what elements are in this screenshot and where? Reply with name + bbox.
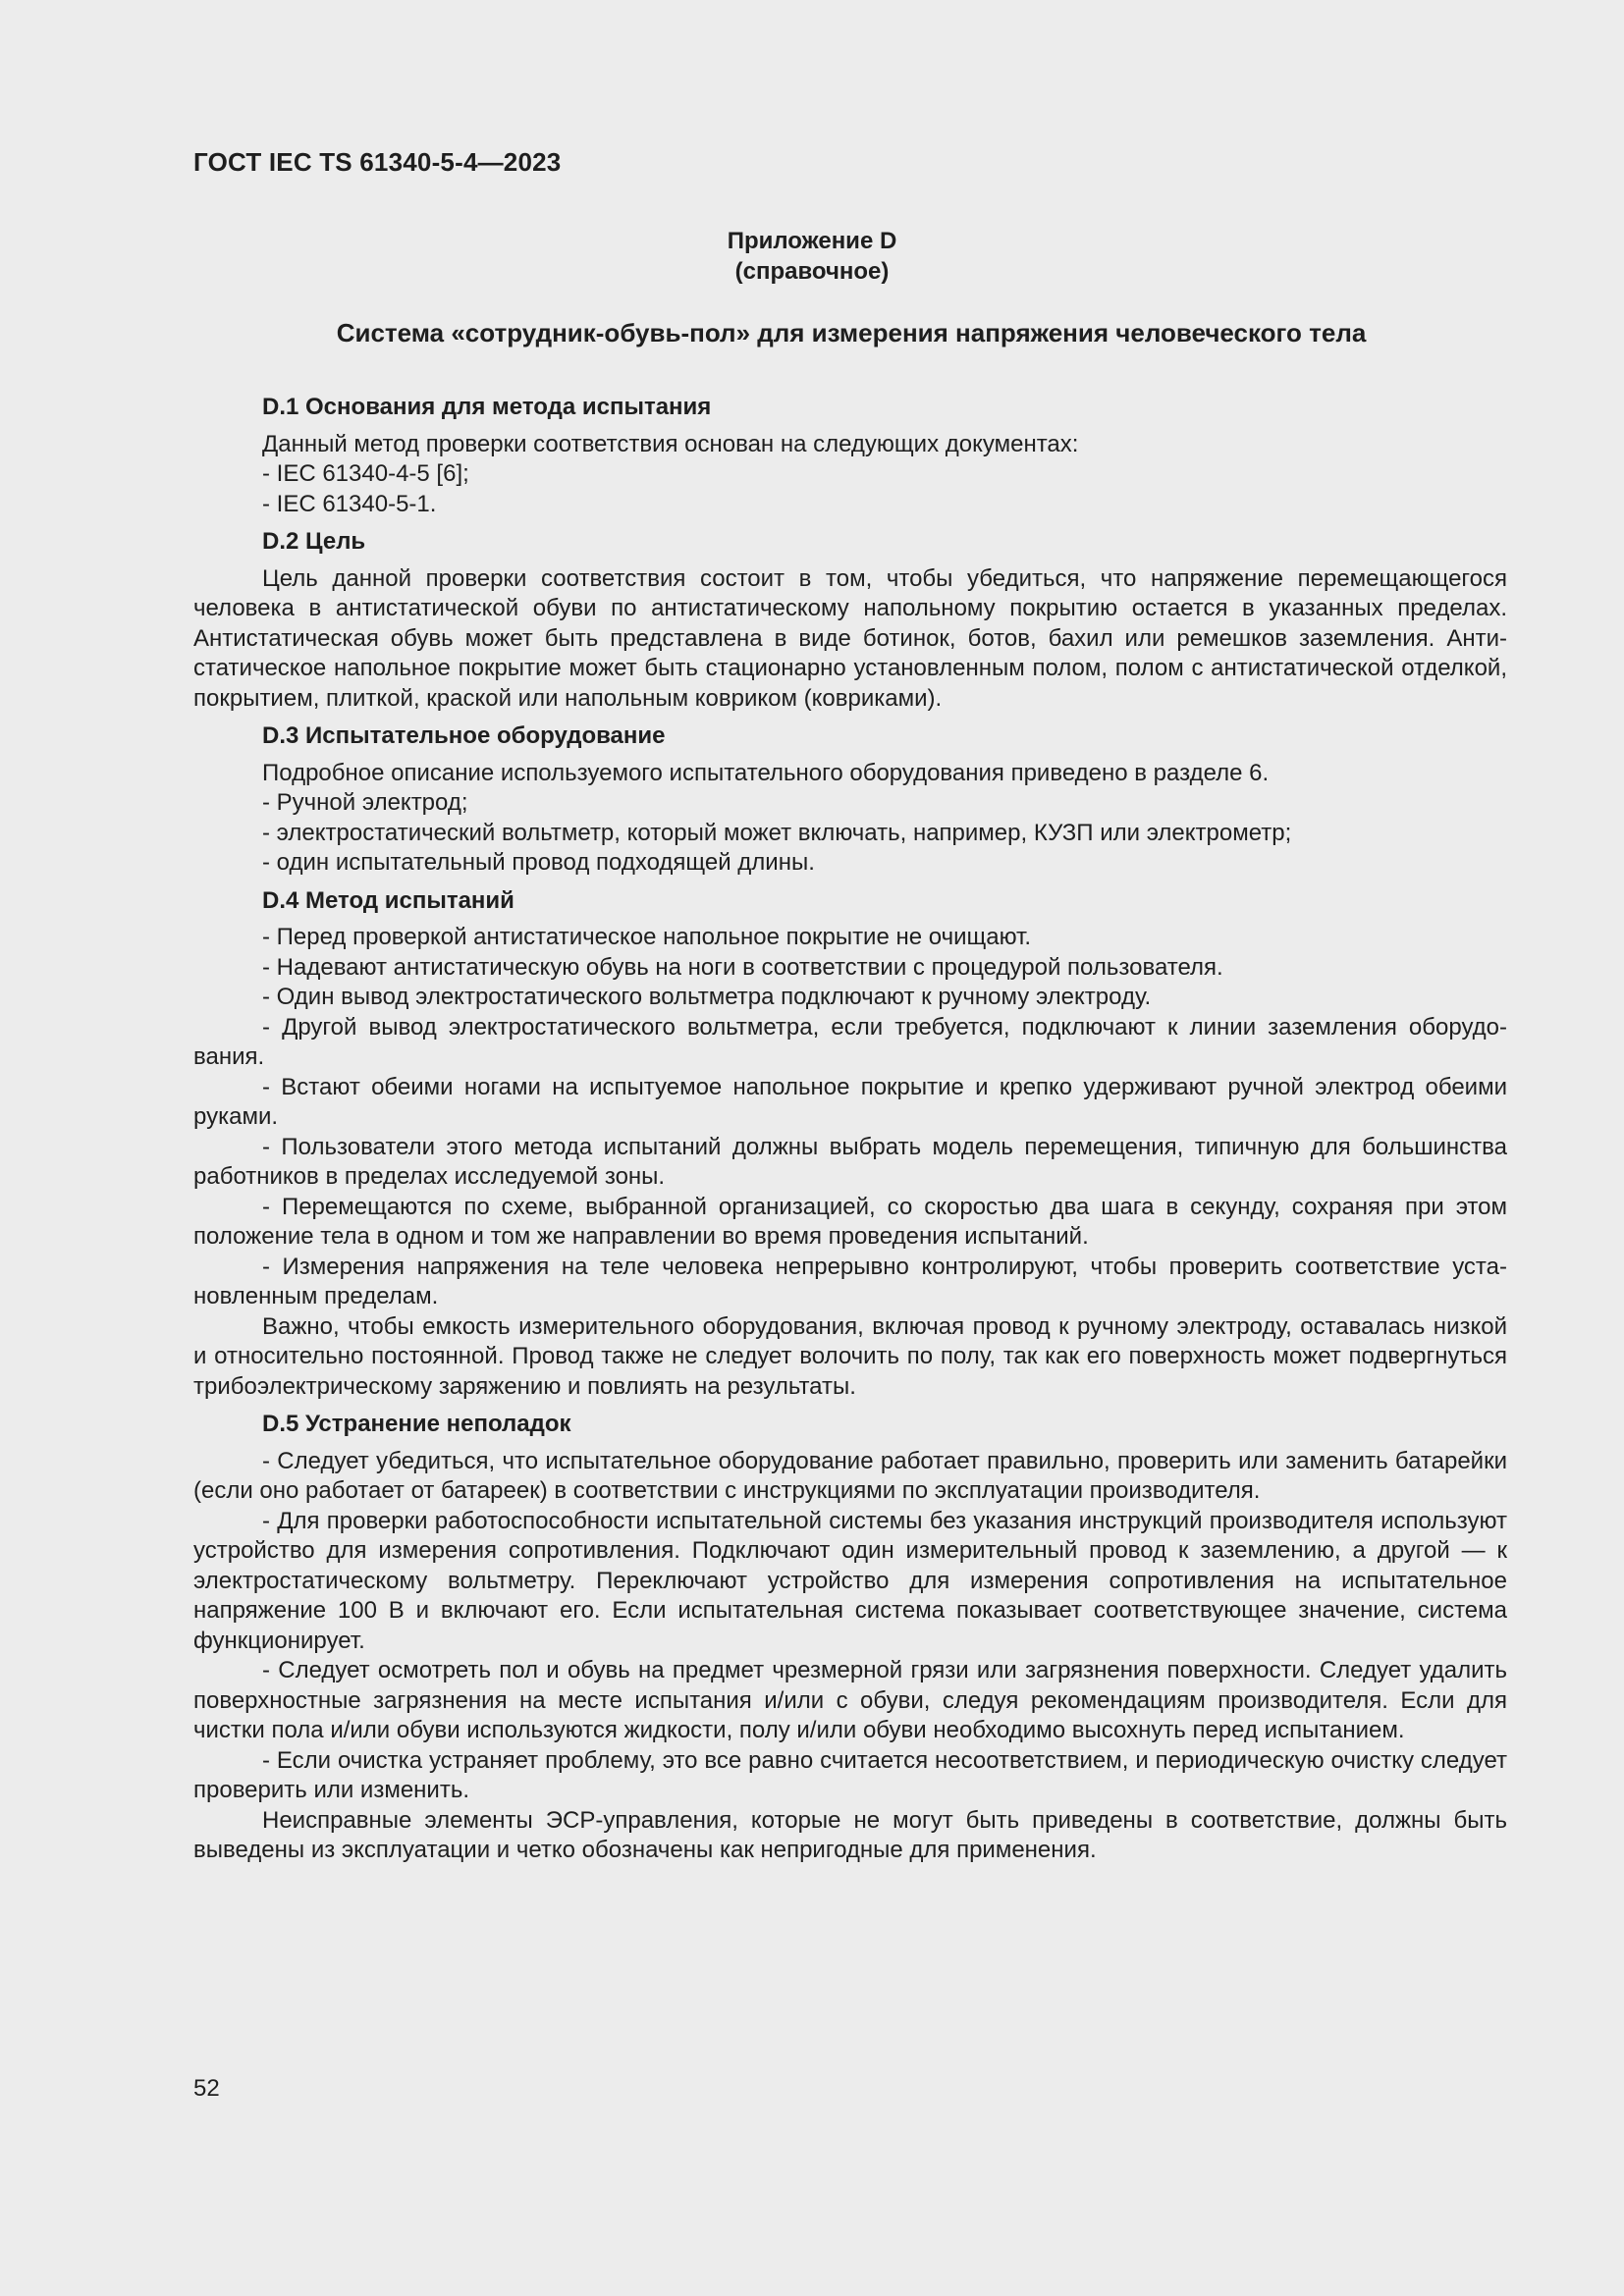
list-item: - Измерения напряжения на теле человека непрерывно контролируют, чтобы проверить соответствие установленным пределам. — [193, 1253, 1507, 1309]
appendix-label: Приложение D — [727, 228, 897, 254]
list-item: - Другой вывод электростатического вольтметра, если требуется, подключают к линии заземления оборудования. — [193, 1013, 1507, 1070]
list-item: - Следует осмотреть пол и обувь на предмет чрезмерной грязи или загрязнения поверхности. Следует удалить поверхностные загрязнения на месте испытания и/или с обуви, следуя рекомендациям производителя. Если для чистки пола и/или обуви используются жидкости, полу и/или обуви необходимо высохнуть перед испытанием. — [193, 1657, 1507, 1743]
document-code-header: ГОСТ IEC TS 61340-5-4—2023 — [193, 147, 562, 177]
section-heading: D.2 Цель — [262, 528, 366, 555]
paragraph: Важно, чтобы емкость измерительного оборудования, включая провод к ручному электроду, оставалась низкой и относительно постоянной. Провод также не следует волочить по полу, так как его поверхность может подвергнуться трибоэлектрическому заряжению и повлиять на результаты. — [193, 1312, 1507, 1400]
section-d4 — [193, 886, 1507, 1403]
appendix-label-block — [0, 226, 1624, 287]
section-intro: Данный метод проверки соответствия основан на следующих документах: — [262, 430, 1079, 457]
list-item: - Для проверки работоспособности испытательной системы без указания инструкций производителя используют устройство для измерения сопротивления. Подключают один измерительный провод к заземлению, а другой — к электростатическому вольтметру. Переключают устройство для измерения сопротивления на испытательное напряжение 100 В и включают его. Если испытательная система показывает соответствующее значение, система функционирует. — [193, 1507, 1507, 1654]
list-item: - Перемещаются по схеме, выбранной организацией, со скоростью два шага в секунду, сохраняя при этом положение тела в одном и том же направлении во время проведения испытаний. — [193, 1193, 1507, 1250]
section-d3 — [193, 721, 1507, 879]
section-intro: Подробное описание используемого испытательного оборудования приведено в разделе 6. — [262, 759, 1270, 786]
list-item: - Надевают антистатическую обувь на ноги в соответствии с процедурой пользователя. — [262, 953, 1223, 981]
section-heading: D.4 Метод испытаний — [262, 886, 514, 914]
list-item: - IEC 61340-4-5 [6]; — [262, 460, 469, 487]
list-item: - Перед проверкой антистатическое напольное покрытие не очищают. — [262, 924, 1032, 950]
list-item: - Если очистка устраняет проблему, это все равно считается несоответствием, и периодическую очистку следует проверить или изменить. — [193, 1746, 1507, 1803]
list-item: - Один вывод электростатического вольтметра подключают к ручному электроду. — [262, 984, 1152, 1010]
list-item: - Следует убедиться, что испытательное оборудование работает правильно, проверить или заменить батарейки (если оно работает от батареек) в соответствии с инструкциями по эксплуатации производителя. — [193, 1447, 1507, 1504]
list-item: - IEC 61340-5-1. — [262, 490, 437, 517]
list-item: - один испытательный провод подходящей длины. — [262, 849, 815, 876]
section-heading: D.5 Устранение неполадок — [262, 1411, 571, 1437]
section-d2 — [193, 527, 1507, 714]
paragraph: Неисправные элементы ЭСР-управления, которые не могут быть приведены в соответствие, должны быть выведены из эксплуатации и четко обозначены как непригодные для применения. — [193, 1806, 1507, 1863]
document-body — [193, 393, 1507, 1874]
section-heading: D.3 Испытательное оборудование — [262, 722, 666, 749]
appendix-type: (справочное) — [734, 258, 890, 285]
list-item: - электростатический вольтметр, который может включать, например, КУЗП или электрометр; — [262, 819, 1292, 846]
section-d5 — [193, 1410, 1507, 1866]
page-number: 52 — [193, 2075, 220, 2102]
paragraph: Цель данной проверки соответствия состоит в том, чтобы убедиться, что напряжение перемещающегося человека в антистатической обуви по антистатическому напольному покрытию остается в указанных пределах. Антистатическая обувь может быть представлена в виде ботинок, ботов, бахил или ремешков заземления. Антистатическое напольное покрытие может быть стационарно установленным полом, полом с антистатической отделкой, покрытием, плиткой, краской или напольным ковриком (ковриками). — [193, 564, 1507, 712]
list-item: - Встают обеими ногами на испытуемое напольное покрытие и крепко удерживают ручной электрод обеими руками. — [193, 1073, 1507, 1130]
section-d1 — [193, 393, 1507, 519]
list-item: - Пользователи этого метода испытаний должны выбрать модель перемещения, типичную для большинства работников в пределах исследуемой зоны. — [193, 1133, 1507, 1190]
appendix-title: Система «сотрудник-обувь-пол» для измерения напряжения человеческого тела — [336, 318, 1367, 347]
list-item: - Ручной электрод; — [262, 789, 468, 816]
section-heading: D.1 Основания для метода испытания — [262, 394, 712, 420]
